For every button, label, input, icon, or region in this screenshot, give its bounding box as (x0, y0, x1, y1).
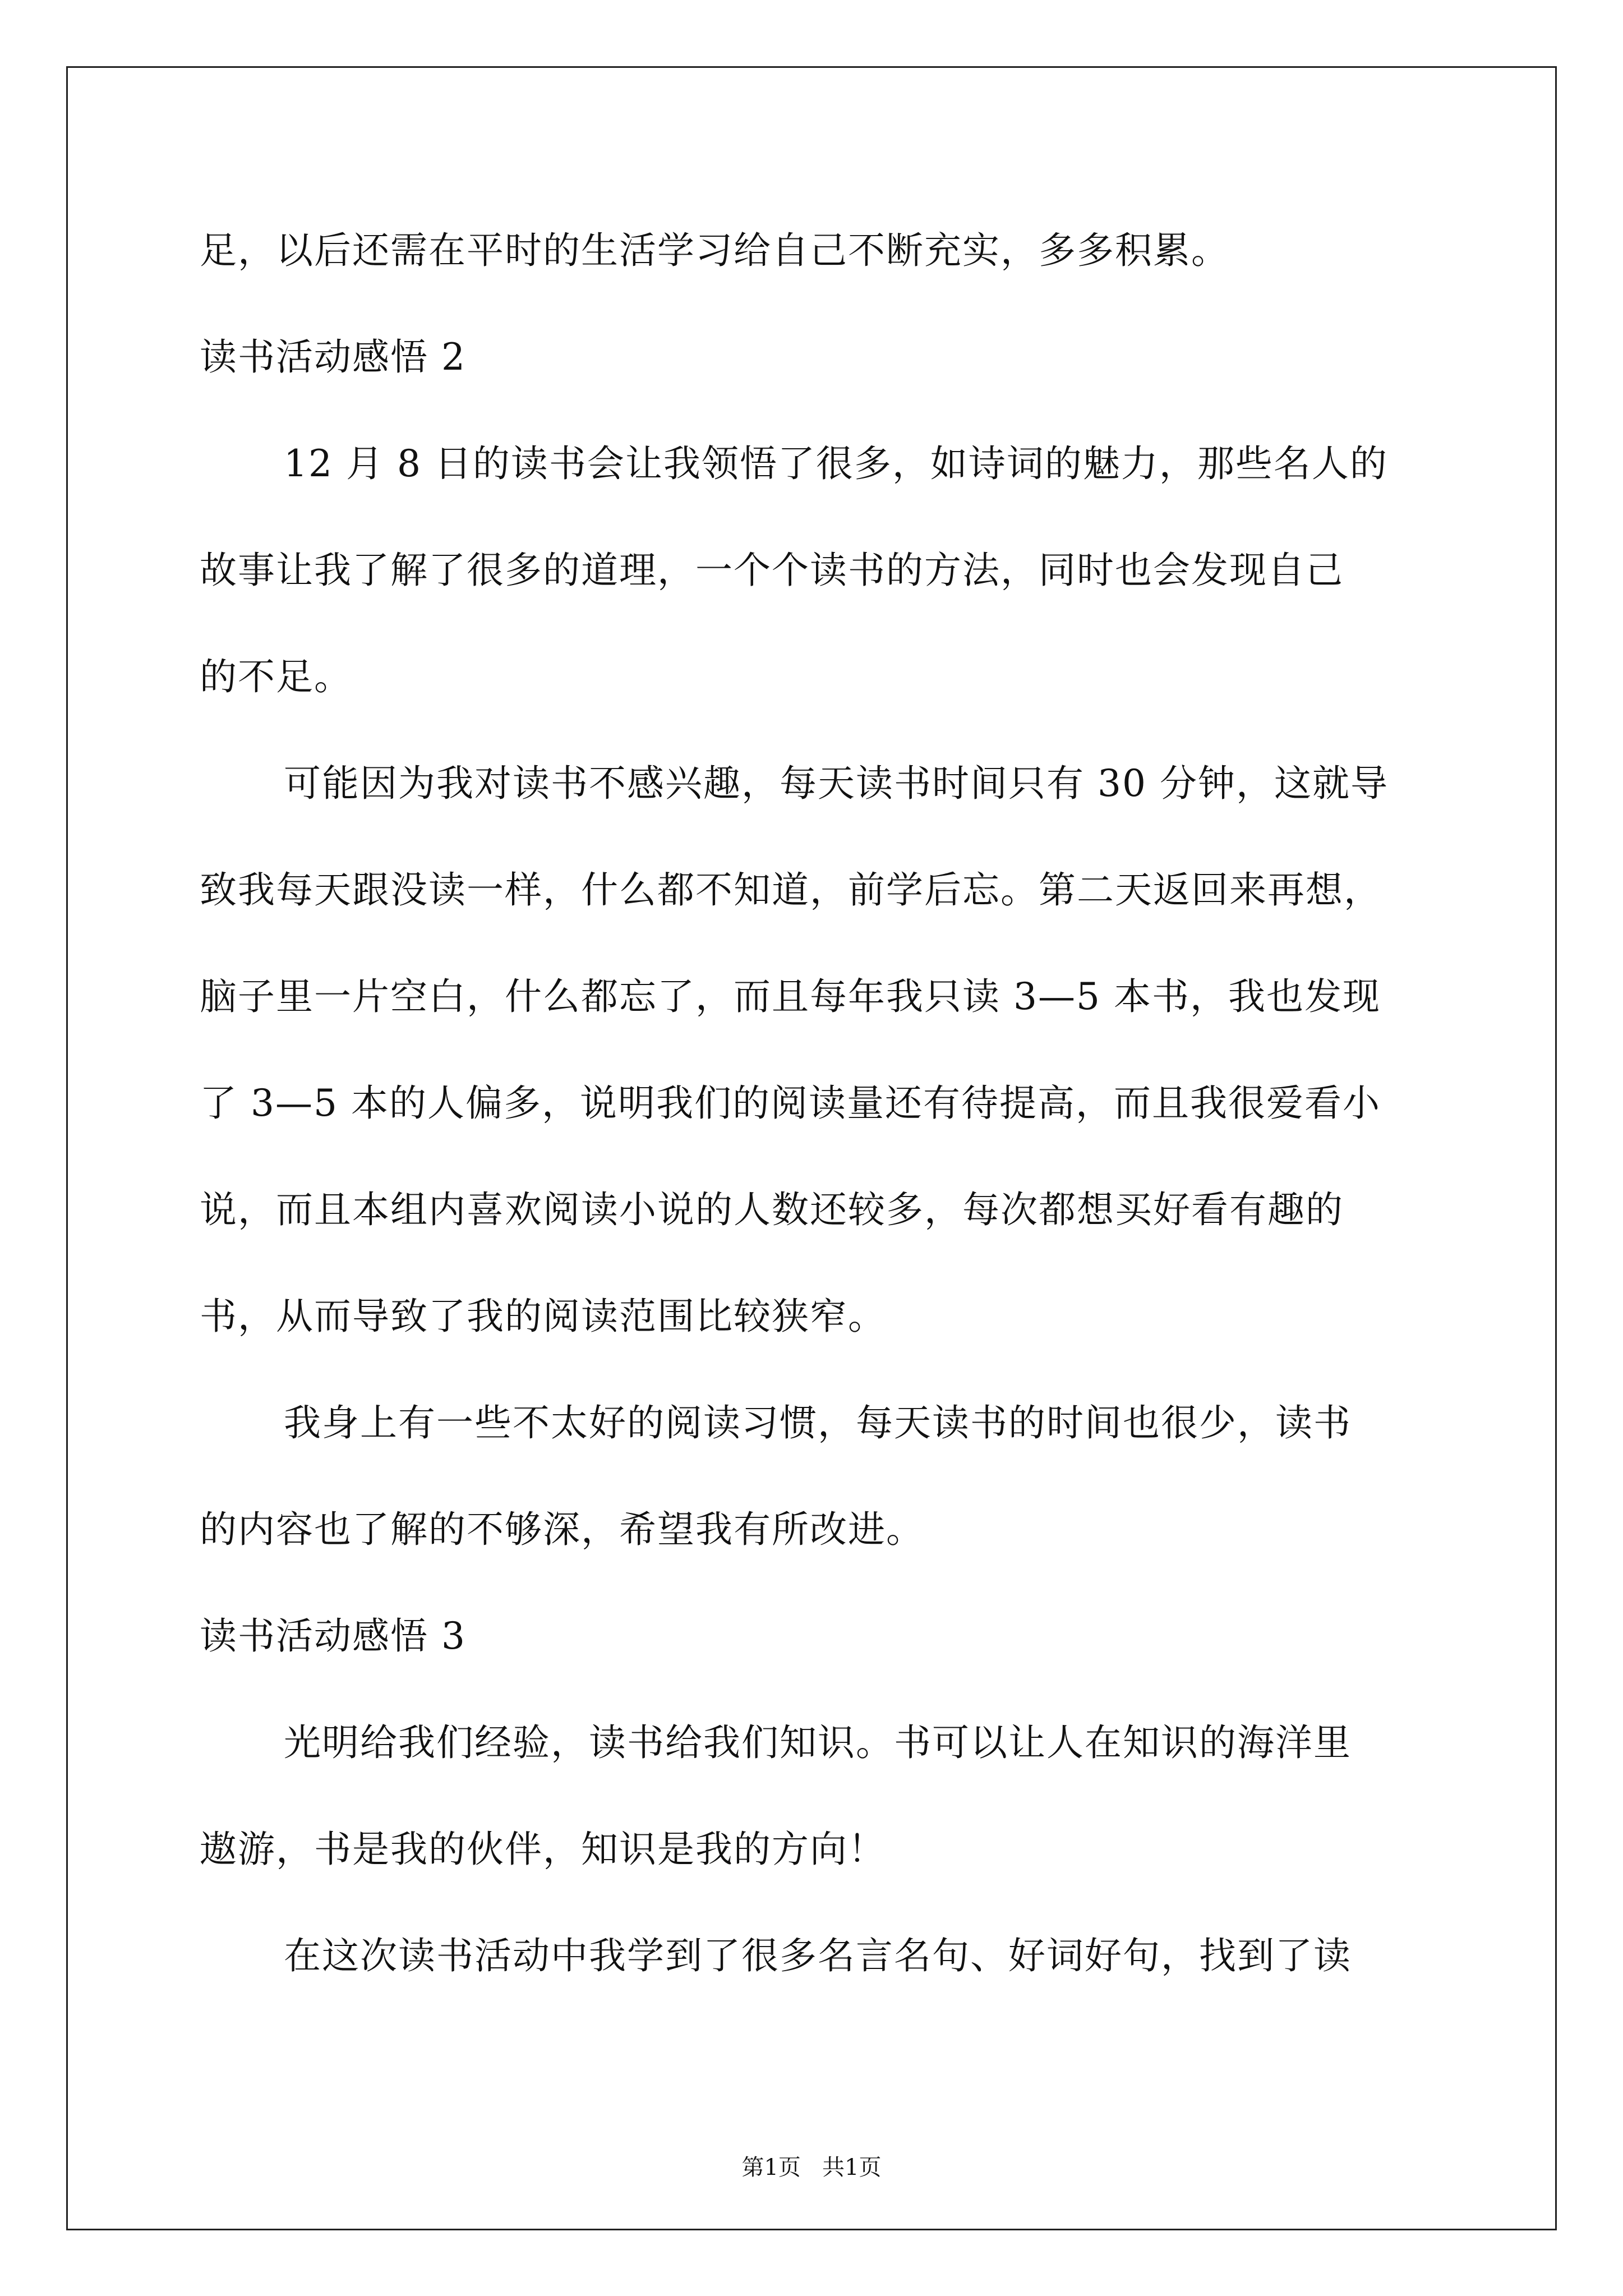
paragraph-line: 脑子里一片空白，什么都忘了，而且每年我只读 3—5 本书，我也发现 (200, 975, 1381, 1018)
paragraph-line: 12 月 8 日的读书会让我领悟了很多，如诗词的魅力，那些名人的 (284, 442, 1388, 485)
paragraph-line: 说，而且本组内喜欢阅读小说的人数还较多，每次都想买好看有趣的 (200, 1188, 1344, 1231)
paragraph-line: 致我每天跟没读一样，什么都不知道，前学后忘。第二天返回来再想， (200, 868, 1382, 912)
paragraph-line: 光明给我们经验，读书给我们知识。书可以让人在知识的海洋里 (284, 1721, 1352, 1764)
paragraph-line: 在这次读书活动中我学到了很多名言名句、好词好句，找到了读 (284, 1934, 1352, 1977)
paragraph-line: 可能因为我对读书不感兴趣，每天读书时间只有 30 分钟，这就导 (284, 762, 1389, 805)
page-number-footer: 第1页 共1页 (741, 2155, 882, 2180)
paragraph-line: 遨游，书是我的伙伴，知识是我的方向！ (200, 1828, 886, 1871)
paragraph-line: 的不足。 (200, 655, 352, 698)
paragraph-line: 故事让我了解了很多的道理，一个个读书的方法，同时也会发现自己 (200, 549, 1344, 592)
section-heading: 读书活动感悟 2 (200, 335, 466, 379)
section-heading: 读书活动感悟 3 (200, 1614, 466, 1658)
paragraph-line: 足，以后还需在平时的生活学习给自己不断充实，多多积累。 (200, 229, 1229, 272)
paragraph-line: 的内容也了解的不够深，希望我有所改进。 (200, 1508, 924, 1551)
page-border (66, 66, 1557, 2230)
paragraph-line: 书，从而导致了我的阅读范围比较狭窄。 (200, 1295, 886, 1338)
paragraph-line: 了 3—5 本的人偏多，说明我们的阅读量还有待提高，而且我很爱看小 (200, 1082, 1381, 1125)
paragraph-line: 我身上有一些不太好的阅读习惯，每天读书的时间也很少，读书 (284, 1401, 1352, 1444)
